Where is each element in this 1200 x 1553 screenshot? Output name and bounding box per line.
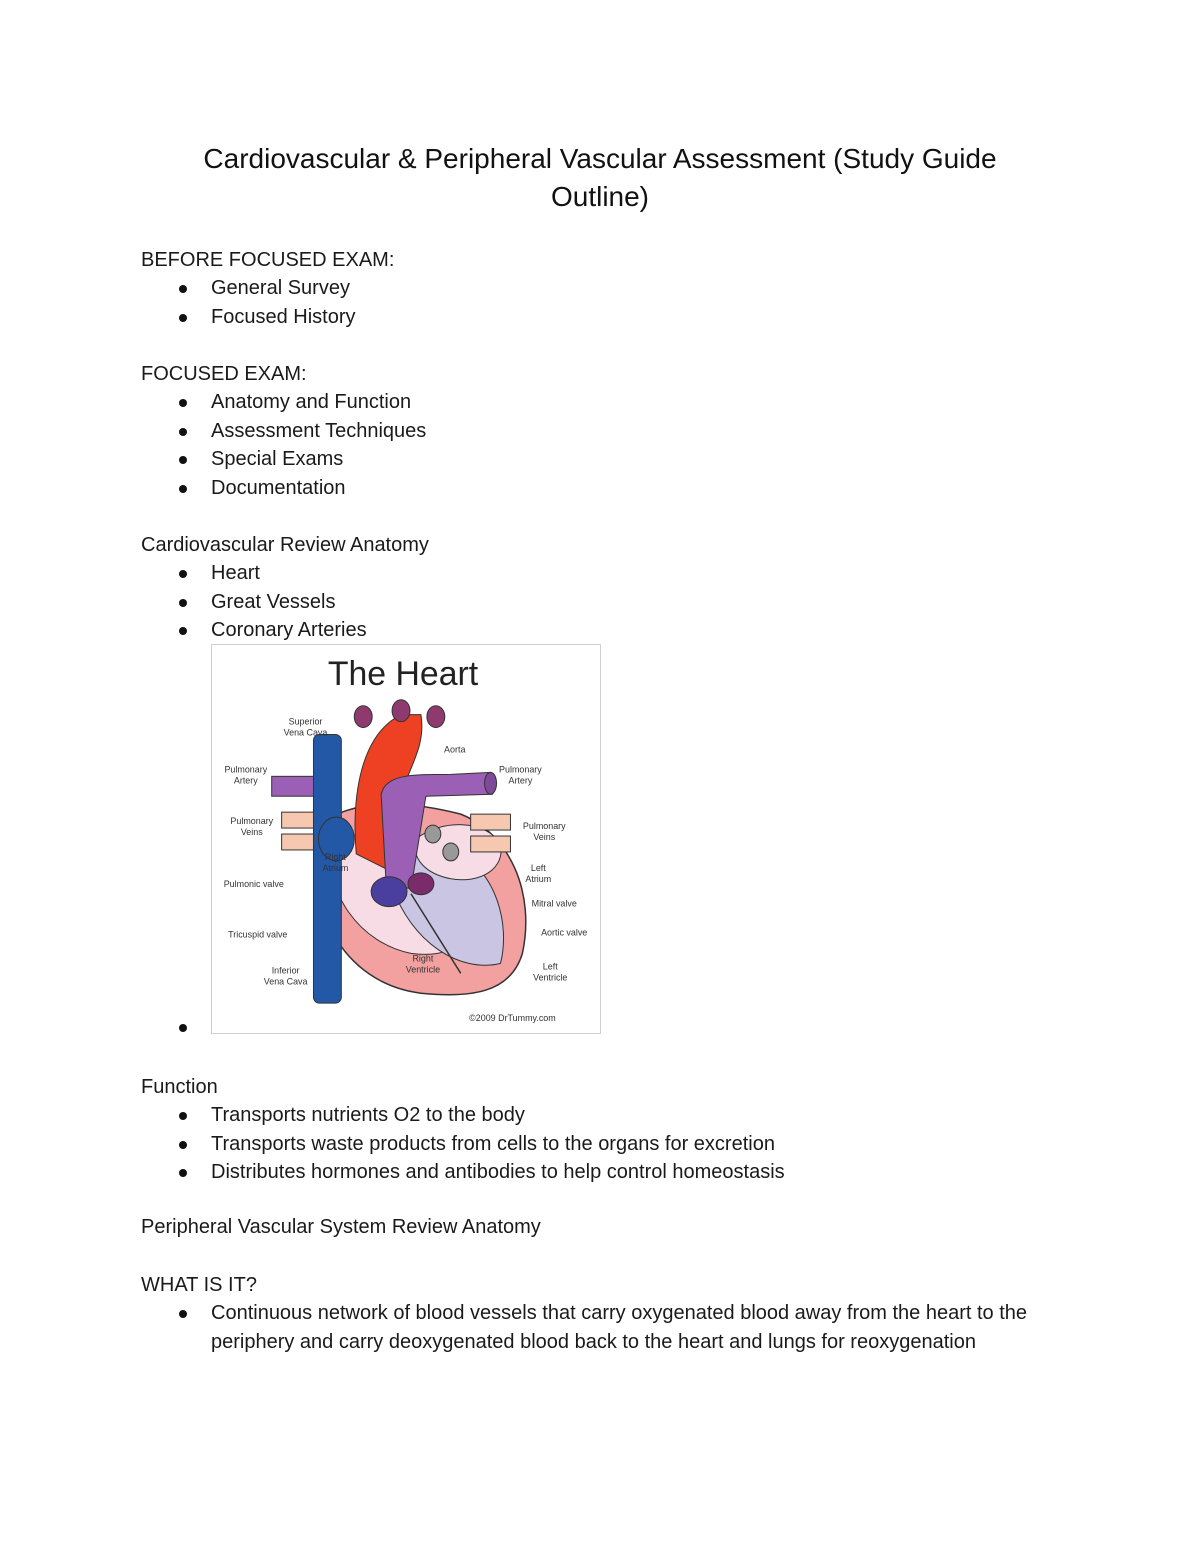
valve-shape: [425, 825, 441, 843]
label-pulmonary-artery-left: Artery: [233, 775, 258, 786]
heart-diagram-image: [211, 644, 601, 1034]
list-item: Distributes hormones and antibodies to help control homeostasis: [141, 1158, 1101, 1187]
label-left-ventricle: Ventricle: [533, 972, 568, 983]
figure-credit: ©2009 DrTummy.com: [469, 1013, 556, 1024]
heart-figure: [141, 644, 611, 1036]
list-item: Special Exams: [141, 445, 1101, 474]
label-pulmonary-veins-left: Veins: [240, 827, 263, 838]
label-mitral-valve: Mitral valve: [531, 898, 577, 909]
list-item: General Survey: [141, 274, 1101, 303]
focused-exam-list: [141, 388, 1101, 502]
label-pulmonary-artery-left: Pulmonary: [224, 764, 268, 775]
list-item: Great Vessels: [141, 588, 1101, 617]
heart-diagram-svg: [212, 645, 600, 1033]
figure-bullet: [179, 1024, 187, 1032]
pv-anatomy-heading: Peripheral Vascular System Review Anatomy: [141, 1216, 541, 1238]
label-aorta: Aorta: [444, 744, 466, 755]
pulmonary-artery-end: [485, 772, 497, 794]
focused-exam-section: [141, 360, 1101, 502]
cv-anatomy-list: [141, 559, 1101, 645]
label-left-atrium: Left: [530, 862, 546, 873]
list-item: Transports nutrients O2 to the body: [141, 1101, 1101, 1130]
label-left-atrium: Atrium: [525, 873, 552, 884]
label-pulmonary-artery-right: Artery: [508, 775, 533, 786]
what-is-it-heading: WHAT IS IT?: [141, 1274, 257, 1296]
focused-exam-heading: FOCUSED EXAM:: [141, 363, 307, 385]
aorta-branch: [354, 706, 372, 728]
label-svc: Superior: [288, 716, 323, 727]
page-title: Cardiovascular & Peripheral Vascular Assessment (Study Guide Outline): [203, 143, 997, 212]
aorta-branch: [427, 706, 445, 728]
list-item: Continuous network of blood vessels that carry oxygenated blood away from the heart to the periphery and carry deoxygenated blood back to the heart and lungs for reoxygenation: [141, 1299, 1071, 1356]
label-pulmonic-valve: Pulmonic valve: [223, 878, 284, 889]
what-is-it-list: [141, 1299, 1071, 1356]
figure-title: The Heart: [327, 654, 479, 693]
label-left-ventricle: Left: [542, 961, 558, 972]
function-heading: Function: [141, 1076, 218, 1098]
before-exam-list: [141, 274, 1101, 331]
aortic-valve-shape: [408, 873, 434, 895]
list-item: Anatomy and Function: [141, 388, 1101, 417]
before-exam-section: [141, 246, 1101, 331]
label-ivc: Vena Cava: [263, 976, 308, 987]
label-pulmonary-veins-right: Veins: [533, 831, 556, 842]
before-exam-heading: BEFORE FOCUSED EXAM:: [141, 249, 395, 271]
label-pulmonary-veins-left: Pulmonary: [230, 816, 274, 827]
label-svc: Vena Cava: [283, 727, 328, 738]
function-section: [141, 1073, 1101, 1187]
list-item: Coronary Arteries: [141, 616, 1101, 645]
pulmonary-vein-right: [471, 836, 511, 852]
label-right-atrium: Atrium: [322, 862, 349, 873]
label-pulmonary-veins-right: Pulmonary: [522, 821, 566, 832]
pv-anatomy-section: [141, 1213, 1101, 1241]
label-ivc: Inferior: [271, 965, 300, 976]
label-right-atrium: Right: [324, 851, 346, 862]
what-is-it-section: [141, 1271, 1101, 1356]
pulmonary-vein-right: [471, 814, 511, 830]
label-pulmonary-artery-right: Pulmonary: [499, 764, 542, 775]
list-item: Assessment Techniques: [141, 417, 1101, 446]
label-tricuspid-valve: Tricuspid valve: [228, 929, 288, 940]
list-item: Documentation: [141, 474, 1101, 503]
valve-shape: [443, 843, 459, 861]
list-item: Transports waste products from cells to the organs for excretion: [141, 1130, 1101, 1159]
label-aortic-valve: Aortic valve: [541, 927, 588, 938]
list-item: Focused History: [141, 303, 1101, 332]
label-right-ventricle: Ventricle: [405, 964, 441, 975]
label-right-ventricle: Right: [412, 953, 434, 964]
pulmonic-valve-shape: [371, 877, 407, 907]
cv-anatomy-section: [141, 531, 1101, 645]
aorta-branch: [392, 700, 410, 722]
list-item: Heart: [141, 559, 1101, 588]
function-list: [141, 1101, 1101, 1187]
cv-anatomy-heading: Cardiovascular Review Anatomy: [141, 534, 429, 556]
